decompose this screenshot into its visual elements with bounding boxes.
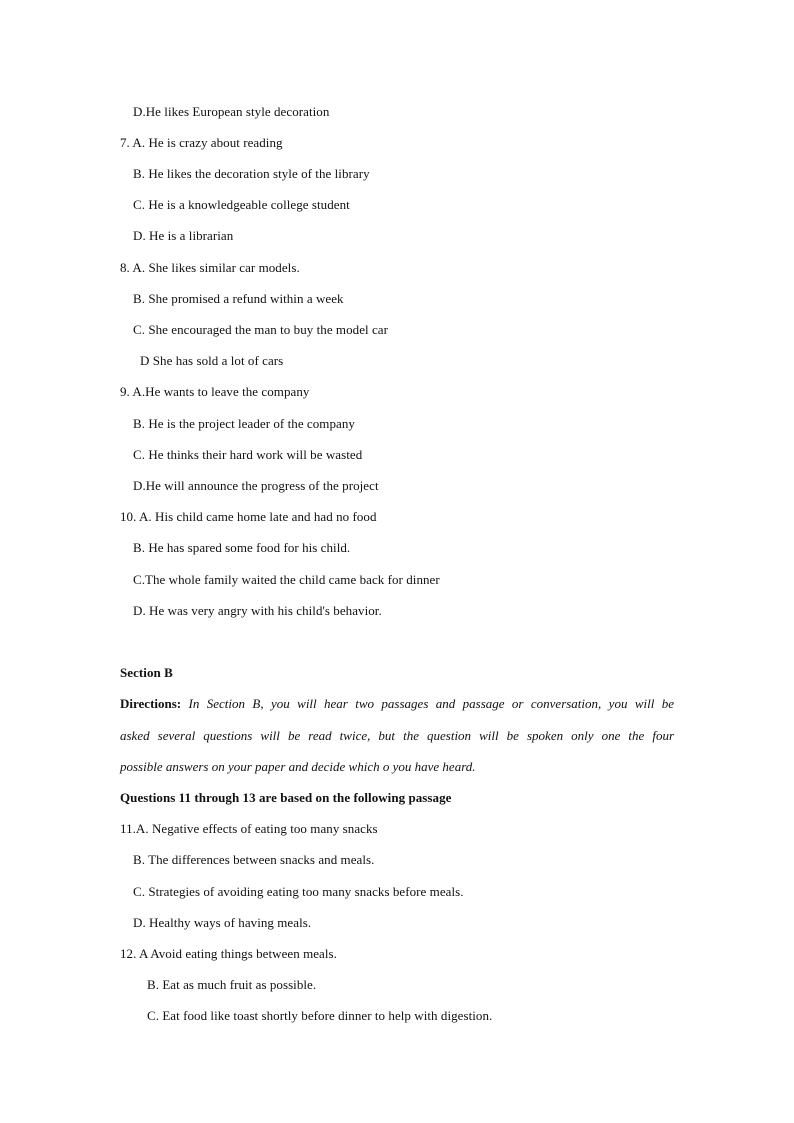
q8-option-a: 8. A. She likes similar car models. <box>120 260 300 275</box>
q7-option-c: C. He is a knowledgeable college student <box>133 197 350 212</box>
q12-option-c: C. Eat food like toast shortly before dinner to help with digestion. <box>147 1008 493 1023</box>
q7-option-b: B. He likes the decoration style of the library <box>133 166 370 181</box>
q8-option-b: B. She promised a refund within a week <box>133 291 344 306</box>
q10-option-b: B. He has spared some food for his child. <box>133 540 351 555</box>
section-b-heading: Section B <box>120 665 173 680</box>
directions-line-3 <box>120 759 674 775</box>
q11-option-b: B. The differences between snacks and meals. <box>133 852 375 867</box>
directions-line-2 <box>120 728 674 744</box>
q11-option-d: D. Healthy ways of having meals. <box>133 915 312 930</box>
q10-option-d: D. He was very angry with his child's behavior. <box>133 603 382 618</box>
q8-option-d: D She has sold a lot of cars <box>140 353 284 368</box>
q11-option-c: C. Strategies of avoiding eating too many snacks before meals. <box>133 884 464 899</box>
directions-line-1 <box>120 696 674 712</box>
q6-option-d: D.He likes European style decoration <box>133 104 330 119</box>
q7-option-a: 7. A. He is crazy about reading <box>120 135 283 150</box>
q12-option-a: 12. A Avoid eating things between meals. <box>120 946 337 961</box>
q10-option-c: C.The whole family waited the child came back for dinner <box>133 572 440 587</box>
q11-option-a: 11.A. Negative effects of eating too many snacks <box>120 821 378 836</box>
questions-heading: Questions 11 through 13 are based on the following passage <box>120 790 452 805</box>
q7-option-d: D. He is a librarian <box>133 228 234 243</box>
q9-option-c: C. He thinks their hard work will be wasted <box>133 447 363 462</box>
q8-option-c: C. She encouraged the man to buy the model car <box>133 322 388 337</box>
q9-option-b: B. He is the project leader of the company <box>133 416 355 431</box>
q9-option-a: 9. A.He wants to leave the company <box>120 384 310 399</box>
directions-text-3: possible answers on your paper and decide which o you have heard. <box>120 759 476 774</box>
q12-option-b: B. Eat as much fruit as possible. <box>147 977 317 992</box>
directions-text-1: In Section B, you will hear two passages and passage or conversation, you will be <box>188 696 675 711</box>
q10-option-a: 10. A. His child came home late and had no food <box>120 509 377 524</box>
q9-option-d: D.He will announce the progress of the project <box>133 478 379 493</box>
directions-text-2: asked several questions will be read twice, but the question will be spoken only one the four <box>120 728 674 743</box>
directions-label: Directions: <box>120 696 182 711</box>
